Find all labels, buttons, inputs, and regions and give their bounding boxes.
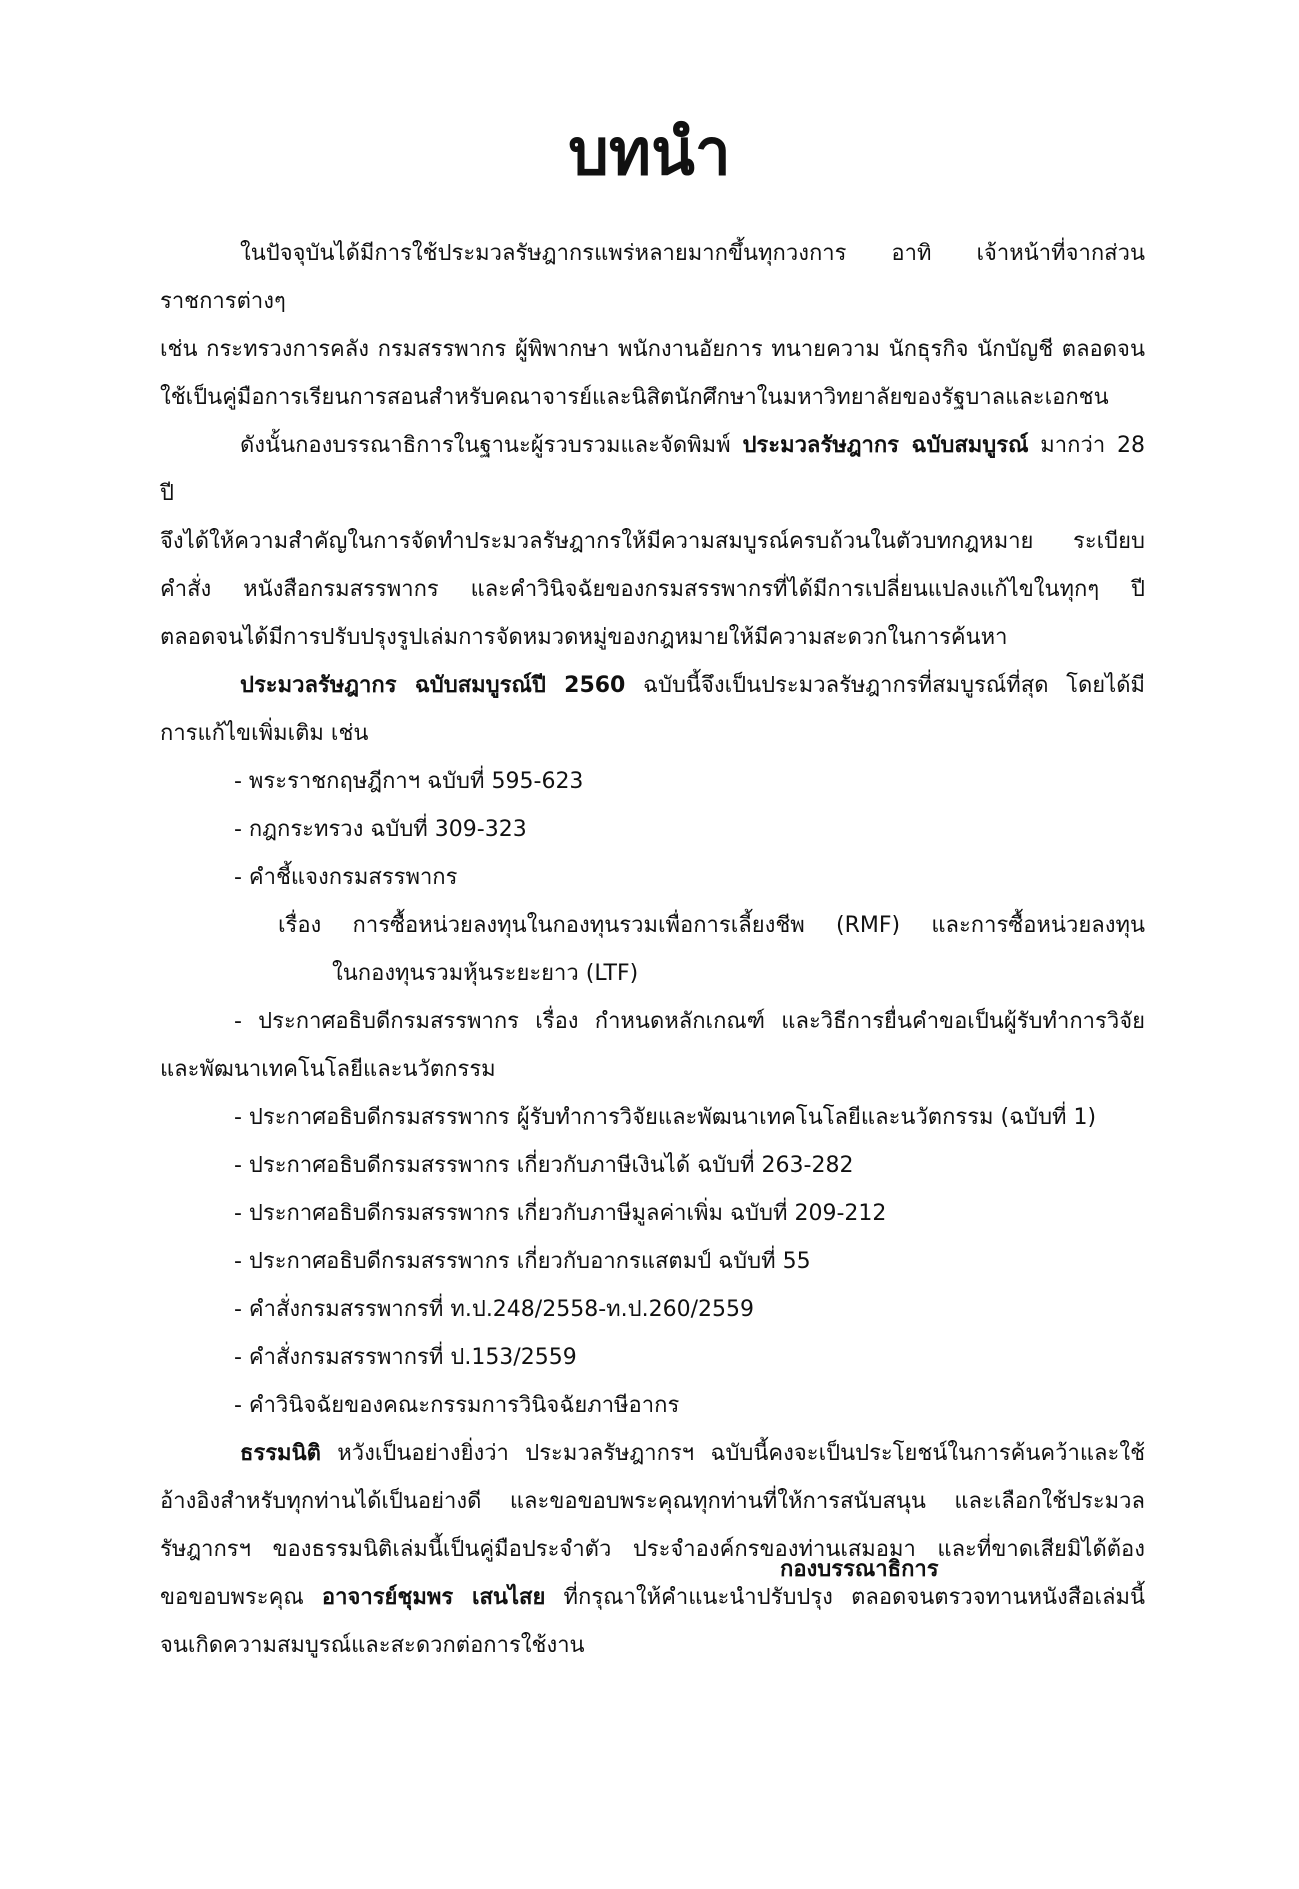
para3-line2: การแก้ไขเพิ่มเติม เช่น: [160, 721, 369, 746]
list-item: - ประกาศอธิบดีกรมสรรพากร เรื่อง กำหนดหลักเกณฑ์ และวิธีการยื่นคำขอเป็นผู้รับทำการวิจัย: [234, 1009, 1145, 1034]
para4-text: หวังเป็นอย่างยิ่งว่า ประมวลรัษฎากรฯ ฉบับนี้คงจะเป็นประโยชน์ในการค้นคว้าและใช้: [320, 1441, 1145, 1466]
list-item: - กฎกระทรวง ฉบับที่ 309-323: [234, 817, 527, 842]
list-item: - ประกาศอธิบดีกรมสรรพากร เกี่ยวกับภาษีเงินได้ ฉบับที่ 263-282: [234, 1153, 854, 1178]
list-item: - คำชี้แจงกรมสรรพากร: [234, 865, 458, 890]
para2-line2: จึงได้ให้ความสำคัญในการจัดทำประมวลรัษฎากรให้มีความสมบูรณ์ครบถ้วนในตัวบทกฎหมาย ระเบียบ: [160, 529, 1145, 554]
book-title-bold: ประมวลรัษฎากร ฉบับสมบูรณ์: [742, 433, 1029, 458]
para2-line4: ตลอดจนได้มีการปรับปรุงรูปเล่มการจัดหมวดหมู่ของกฎหมายให้มีความสะดวกในการค้นหา: [160, 625, 1008, 650]
para4-line2: อ้างอิงสำหรับทุกท่านได้เป็นอย่างดี และขอขอบพระคุณทุกท่านที่ให้การสนับสนุน และเลือกใช้ประมวล: [160, 1489, 1145, 1514]
teacher-name-bold: อาจารย์ชุมพร เสนไสย: [321, 1585, 546, 1610]
signature: กองบรรณาธิการ: [780, 1557, 939, 1582]
list-subitem: เรื่อง การซื้อหน่วยลงทุนในกองทุนรวมเพื่อการเลี้ยงชีพ (RMF) และการซื้อหน่วยลงทุน: [278, 913, 1145, 938]
list-item-cont: และพัฒนาเทคโนโลยีและนวัตกรรม: [160, 1057, 496, 1082]
list-item: - พระราชกฤษฎีกาฯ ฉบับที่ 595-623: [234, 769, 584, 794]
para4-line3: รัษฎากรฯ ของธรรมนิติเล่มนี้เป็นคู่มือประจำตัว ประจำองค์กรของท่านเสมอมา และที่ขาดเสียมิได้ต้อง: [160, 1537, 1145, 1562]
list-item: - ประกาศอธิบดีกรมสรรพากร เกี่ยวกับภาษีมูลค่าเพิ่ม ฉบับที่ 209-212: [234, 1201, 887, 1226]
document-body: [160, 230, 1145, 1670]
para4-line4: [160, 1574, 1145, 1622]
para4-line1: [160, 1430, 1145, 1478]
para2-line3: คำสั่ง หนังสือกรมสรรพากร และคำวินิจฉัยของกรมสรรพากรที่ได้มีการเปลี่ยนแปลงแก้ไขในทุกๆ ปี: [160, 577, 1145, 602]
edition-title-bold: ประมวลรัษฎากร ฉบับสมบูรณ์ปี 2560: [240, 673, 626, 698]
para1-line1: ในปัจจุบันได้มีการใช้ประมวลรัษฎากรแพร่หลายมากขึ้นทุกวงการ อาทิ เจ้าหน้าที่จากส่วนราชการต่างๆ: [160, 241, 1145, 314]
page-title: บทนำ: [568, 116, 731, 190]
list-item: - คำวินิจฉัยของคณะกรรมการวินิจฉัยภาษีอากร: [234, 1393, 680, 1418]
para4-text-end: ที่กรุณาให้คำแนะนำปรับปรุง ตลอดจนตรวจทานหนังสือเล่มนี้: [545, 1585, 1145, 1610]
para2-text-end: มากว่า 28 ปี: [160, 433, 1145, 506]
publisher-name-bold: ธรรมนิติ: [240, 1441, 321, 1466]
para4-line5: จนเกิดความสมบูรณ์และสะดวกต่อการใช้งาน: [160, 1633, 585, 1658]
list-item: - คำสั่งกรมสรรพากรที่ ท.ป.248/2558-ท.ป.260/2559: [234, 1297, 754, 1322]
list-item: - ประกาศอธิบดีกรมสรรพากร ผู้รับทำการวิจัยและพัฒนาเทคโนโลยีและนวัตกรรม (ฉบับที่ 1): [234, 1105, 1097, 1130]
para2-text: ดังนั้นกองบรรณาธิการในฐานะผู้รวบรวมและจัดพิมพ์: [240, 433, 743, 458]
para2-line1: [160, 422, 1145, 518]
list-subitem-cont: ในกองทุนรวมหุ้นระยะยาว (LTF): [332, 961, 639, 986]
list-item: - ประกาศอธิบดีกรมสรรพากร เกี่ยวกับอากรแสตมป์ ฉบับที่ 55: [234, 1249, 811, 1274]
para3-line1: [160, 662, 1145, 710]
list-item: - คำสั่งกรมสรรพากรที่ ป.153/2559: [234, 1345, 577, 1370]
para1-line2: เช่น กระทรวงการคลัง กรมสรรพากร ผู้พิพากษา พนักงานอัยการ ทนายความ นักธุรกิจ นักบัญชี ตลอดจน: [160, 337, 1145, 362]
para1-line3: ใช้เป็นคู่มือการเรียนการสอนสำหรับคณาจารย์และนิสิตนักศึกษาในมหาวิทยาลัยของรัฐบาลและเอกชน: [160, 385, 1109, 410]
para4-text: ขอขอบพระคุณ: [160, 1585, 322, 1610]
para3-text: ฉบับนี้จึงเป็นประมวลรัษฎากรที่สมบูรณ์ที่สุด โดยได้มี: [625, 673, 1145, 698]
